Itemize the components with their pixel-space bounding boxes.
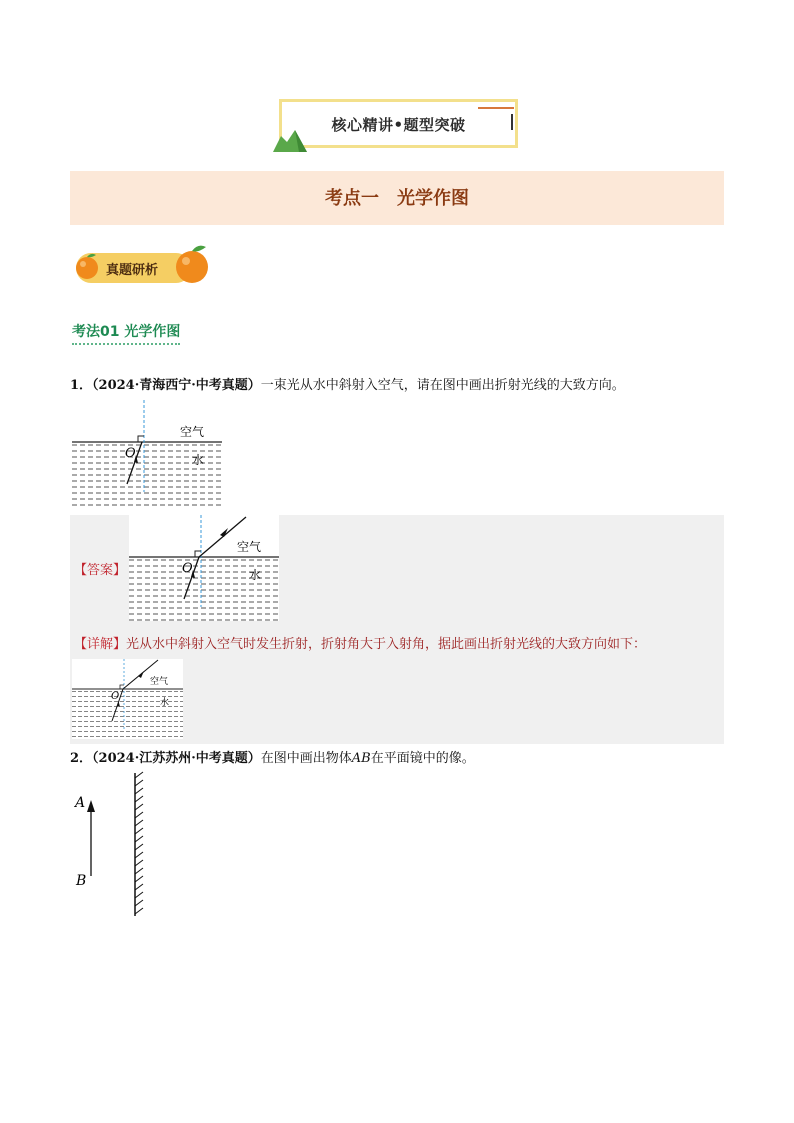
detail-label: 【详解】 bbox=[74, 637, 127, 652]
question-1 bbox=[70, 374, 625, 393]
section-title: 考点一 光学作图 bbox=[325, 188, 469, 209]
air-label: 空气 bbox=[237, 540, 262, 554]
method-title: 考法01 光学作图 bbox=[72, 321, 180, 345]
point-b-label: B bbox=[76, 873, 87, 889]
water-label: 水 bbox=[160, 698, 170, 708]
question-source: （2024·青海西宁·中考真题） bbox=[92, 378, 261, 393]
refraction-answer-figure bbox=[129, 515, 279, 621]
question-text: 一束光从水中斜射入空气，请在图中画出折射光线的大致方向。 bbox=[260, 378, 625, 393]
detail-text: 光从水中斜射入空气时发生折射，折射角大于入射角，据此画出折射光线的大致方向如下： bbox=[126, 637, 647, 652]
water-label: 水 bbox=[249, 568, 262, 582]
answer-label: 【答案】 bbox=[74, 563, 127, 578]
air-label: 空气 bbox=[180, 425, 205, 439]
point-o-label: O bbox=[182, 561, 193, 576]
detail-line bbox=[74, 633, 646, 652]
question-source: （2024·江苏苏州·中考真题） bbox=[92, 751, 261, 766]
question-text-after: 在平面镜中的像。 bbox=[370, 751, 475, 766]
question-text-before: 在图中画出物体 bbox=[260, 751, 352, 766]
tag-label: 真题研析 bbox=[106, 263, 159, 278]
orange-icon bbox=[74, 252, 100, 280]
air-label: 空气 bbox=[150, 677, 169, 687]
point-o-label: O bbox=[125, 446, 136, 461]
refraction-question-figure bbox=[72, 400, 222, 506]
mirror-hatching bbox=[135, 772, 143, 914]
plane-mirror-figure bbox=[70, 770, 150, 920]
section-band bbox=[70, 171, 724, 225]
water-label: 水 bbox=[192, 453, 205, 467]
orange-icon-large bbox=[172, 243, 212, 285]
question-number: 1． bbox=[70, 378, 93, 393]
refraction-detail-figure bbox=[72, 659, 183, 739]
object-name: AB bbox=[351, 751, 371, 766]
section-badge bbox=[279, 99, 518, 148]
point-a-label: A bbox=[75, 795, 86, 811]
point-o-label: O bbox=[111, 691, 120, 702]
question-2 bbox=[70, 747, 475, 766]
question-number: 2． bbox=[70, 751, 93, 766]
badge-title: 核心精讲•题型突破 bbox=[331, 116, 466, 134]
